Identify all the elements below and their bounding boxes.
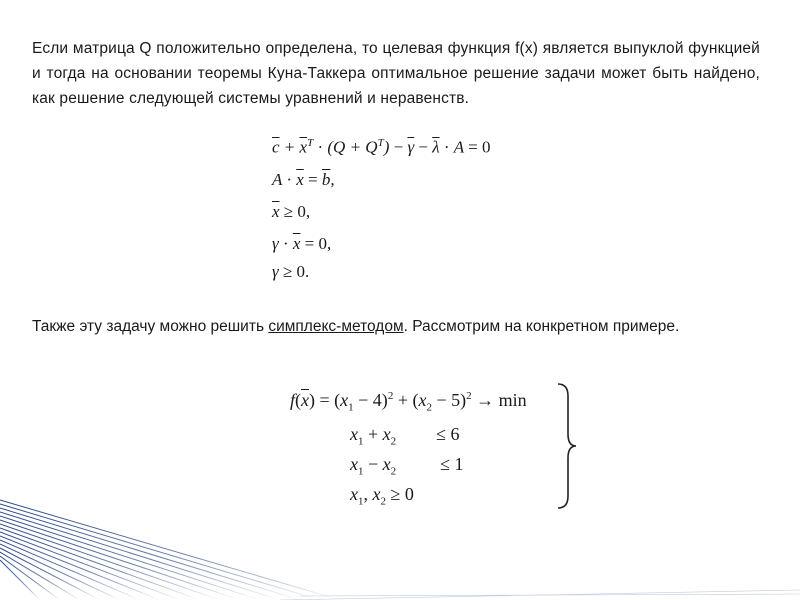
decorative-stripes: [0, 480, 800, 600]
kkt-equation-1: $\overline{c} + \overline{x}^T \cdot (Q + Q^T) - \overline{\gamma} - \overline{\lambda} \cdot A = 0$: [272, 137, 491, 157]
example-constraint-1: $x_1 + x_2 \le 6$: [350, 424, 460, 448]
example-constraint-3: $x_1$, $x_2 \ge 0$: [350, 484, 414, 508]
kkt-equation-5: γ ≥ 0.: [272, 262, 310, 281]
kkt-equation-2: $A \cdot \overline{x} = \overline{b}$,: [272, 170, 335, 189]
kkt-equation-3: $\overline{x} \ge 0$,: [272, 202, 311, 221]
intro-paragraph: Если матрица Q положительно определена, то целевая функция f(x) является выпуклой функцией и тогда на основании теоремы Куна-Таккера оптимальное решение задачи может быть найдено, как решение следующей системы уравнений и неравенств.: [32, 40, 760, 107]
kkt-equation-4: $\gamma \cdot \overline{x} = 0$,: [272, 234, 332, 253]
example-objective: $f(\overline{x}) = (x_1 - 4)^2 + (x_2 - 5)^2 \to \min$: [290, 390, 527, 414]
simplex-paragraph: Также эту задачу можно решить симплекс-методом. Рассмотрим на конкретном примере.: [32, 318, 680, 335]
simplex-method-link[interactable]: симплекс-методом: [268, 318, 404, 335]
example-constraint-2: $x_1 - x_2 \le 1$: [350, 454, 464, 478]
